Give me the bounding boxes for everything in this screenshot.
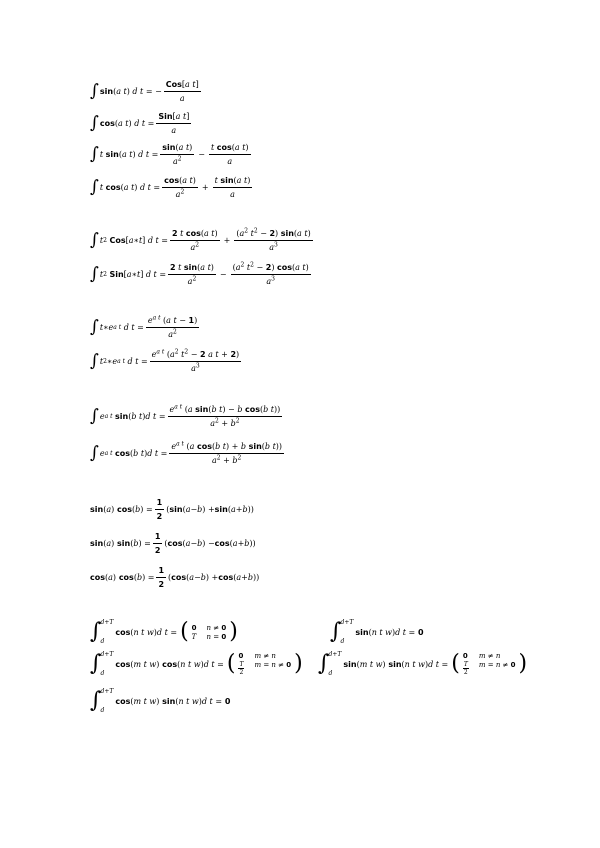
formula-sin-sin-product: sin ( a ) sin ( b ) = $\frac{1}{2}$ ( cos ( a − b ) − cos ( a + b )) [90, 532, 256, 555]
formula-integral-t2-cos-at: ∫ t 2 Cos [a∗t] d t = $\frac{\text{2 t cos(a t)}}{a^2}$ + $\frac{(a^2 t^2 - 2) \sin(a t)}{a^3}$ [90, 227, 311, 252]
formula-integral-sin-at: ∫ sin (a t) d t = − $\frac{\text{Cos[a t]}}{a}$ [90, 80, 199, 103]
formula-definite-cos-cos: ∫ d+T d cos ( m t w ) cos ( n t w ) d t = ( 0 m ≠ n $\frac{T}{2}$ m = n ≠ 0 ) [90, 651, 303, 677]
formula-integral-t-sin-at: ∫ t sin (a t) d t = $\frac{\text{sin(a t)}}{a^2}$ − $\frac{\text{t cos(a t)}}{a}$ [90, 143, 249, 166]
formula-integral-cos-at: ∫ cos (a t) d t = $\frac{\text{Sin[a t]}}{a}$ [90, 112, 190, 135]
formula-integral-t2-exp-at: ∫ t 2 ∗ e a t d t = $\frac{e^{a t} (a^2 t^2 - 2 a t + 2)}{a^3}$ [90, 348, 240, 373]
formula-definite-cos-sin: ∫ d+T d cos ( m t w ) sin ( n t w ) d t = 0 [90, 688, 231, 714]
formula-integral-t-cos-at: ∫ t cos (a t) d t = $\frac{\text{cos(a t)}}{a^2}$ + $\frac{\text{t sin(a t)}}{a}$ [90, 176, 251, 199]
formula-sin-cos-product: sin ( a ) cos ( b ) = $\frac{1}{2}$ ( sin ( a − b ) + sin ( a + b )) [90, 498, 254, 521]
formula-definite-cos-ntw: ∫ d+T d cos ( n t w ) d t = ( 0 n ≠ 0 T n = 0 ) [90, 619, 238, 645]
formula-definite-sin-ntw: ∫ d+T d sin ( n t w ) d t = 0 [330, 619, 424, 645]
formula-integral-exp-cos-bt: ∫ e a t cos ( b t ) d t = $\frac{e^{a t} (a \cos(b t) + b \sin(b t))}{a^2 + b^2}$ [90, 440, 283, 465]
formula-definite-sin-sin: ∫ d+T d sin ( m t w ) sin ( n t w ) d t = ( 0 m ≠ n $\frac{T}{2}$ m = n ≠ 0 ) [318, 651, 528, 677]
formula-integral-t2-sin-at: ∫ t 2 Sin [a∗t] d t = $\frac{\text{2 t sin(a t)}}{a^2}$ − $\frac{(a^2 t^2 - 2) \cos(a t)}{a^3}$ [90, 261, 309, 286]
formula-integral-exp-sin-bt: ∫ e a t sin ( b t ) d t = $\frac{e^{a t} (a \sin(b t) - b \cos(b t))}{a^2 + b^2}$ [90, 403, 281, 428]
formula-cos-cos-product: cos ( a ) cos ( b ) = $\frac{1}{2}$ ( cos ( a − b ) + cos ( a + b )) [90, 566, 260, 589]
formula-integral-t-exp-at: ∫ t ∗ e a t d t = $\frac{e^{a t} (a t - 1)}{a^2}$ [90, 314, 198, 339]
